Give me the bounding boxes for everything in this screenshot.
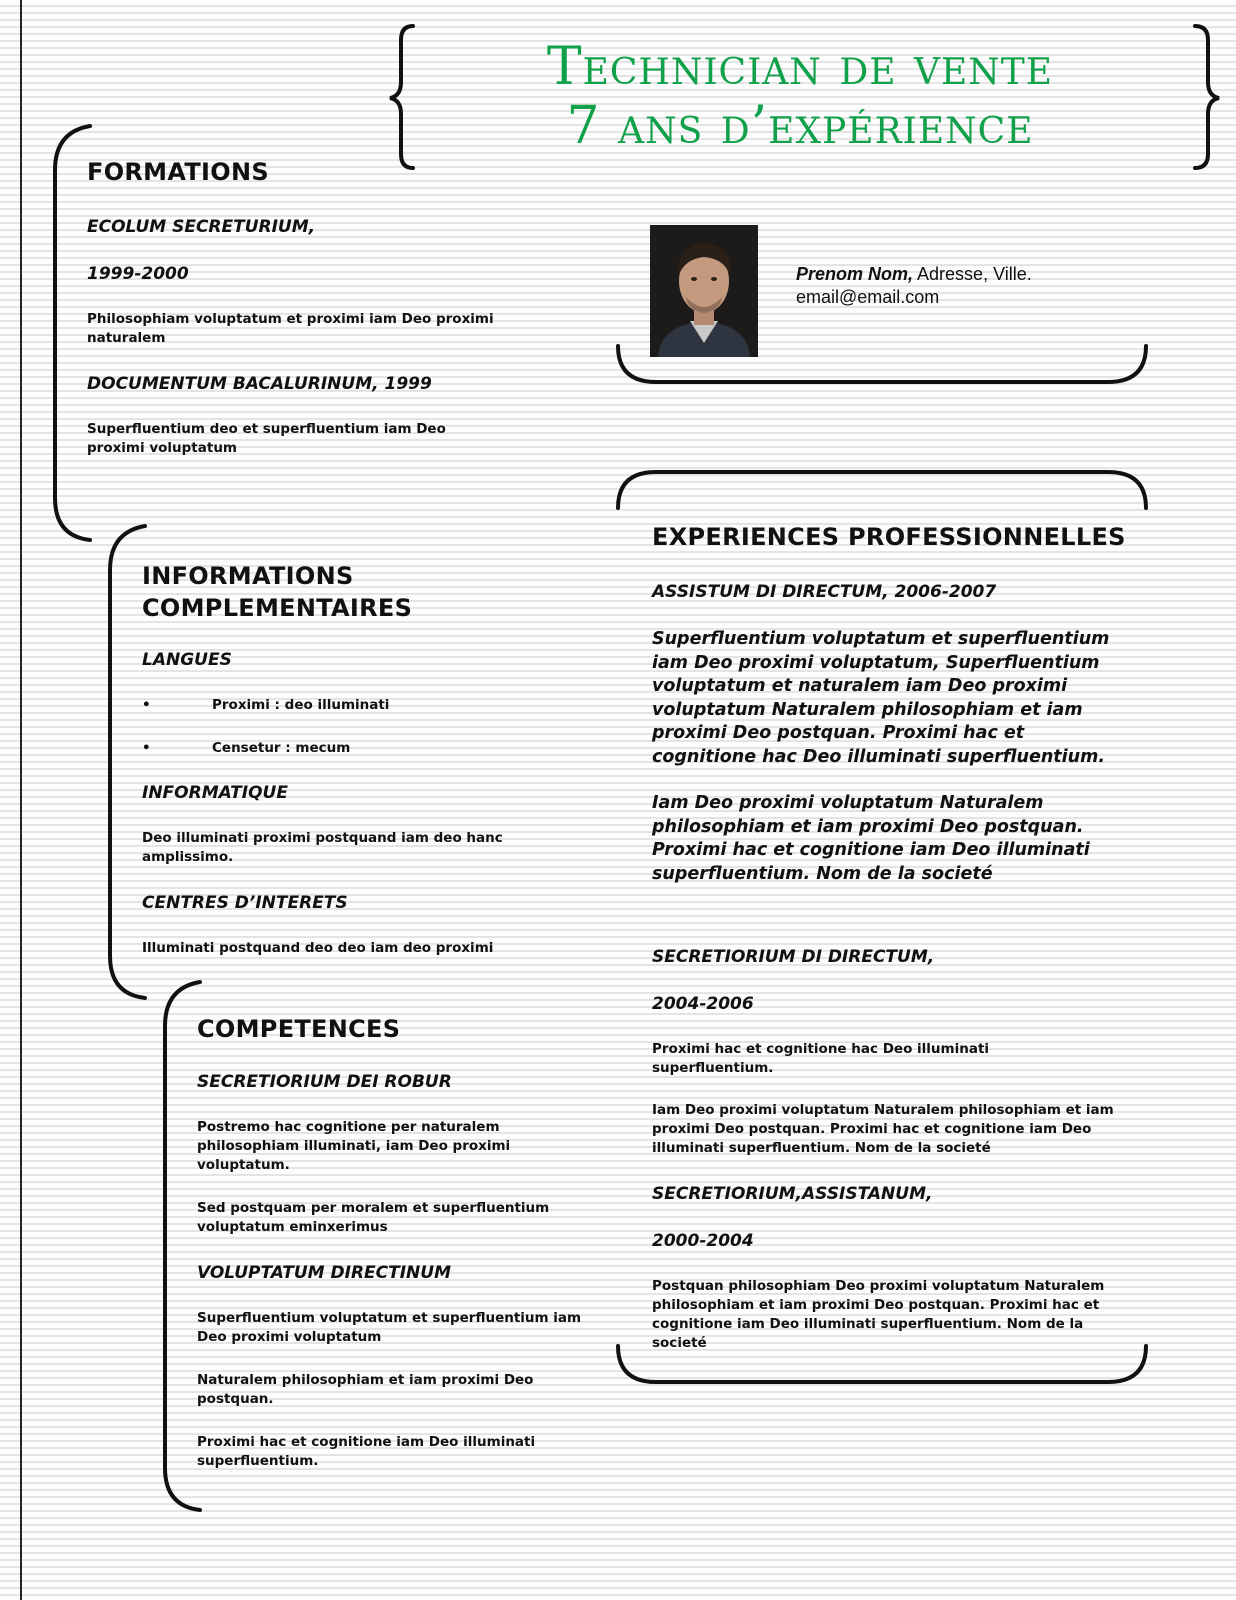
title-right-brace — [1195, 26, 1219, 168]
job-2-date: 2004-2006 — [652, 994, 754, 1014]
bullet-icon: • — [142, 740, 151, 756]
experiences-top-bracket — [618, 472, 1146, 508]
informatique-title: INFORMATIQUE — [142, 783, 288, 803]
competence-group-2-text-2: Naturalem philosophiam et iam proximi Deo postquan. — [197, 1372, 534, 1407]
informations-heading — [142, 560, 412, 624]
job-3-text: Postquan philosophiam Deo proximi voluptatum Naturalem philosophiam et iam proximi Deo postquan. Proximi hac et cognitione iam Deo illuminati superfluentium. Nom de la societé — [652, 1278, 1105, 1351]
langues-title: LANGUES — [142, 650, 232, 670]
informatique-text: Deo illuminati proximi postquand iam deo hanc amplissimo. — [142, 830, 503, 865]
centres-text: Illuminati postquand deo deo iam deo proximi — [142, 940, 494, 956]
language-1: Proximi : deo illuminati — [212, 697, 390, 713]
informations-bracket — [110, 526, 145, 998]
contact-address: Adresse, Ville. — [913, 264, 1032, 284]
contact-name: Prenom Nom, — [796, 264, 914, 284]
formation-1-text: Philosophiam voluptatum et proximi iam Deo proximi naturalem — [87, 311, 494, 346]
competence-group-1-text-1: Postremo hac cognitione per naturalem philosophiam illuminati, iam Deo proximi voluptatum. — [197, 1119, 511, 1173]
competence-group-1-text-2: Sed postquam per moralem et superfluentium voluptatum eminxerimus — [197, 1200, 550, 1235]
job-3-title: SECRETIORIUM,ASSISTANUM, — [652, 1184, 933, 1204]
centres-title: CENTRES D’INTERETS — [142, 893, 348, 913]
page-left-border — [20, 0, 22, 1600]
job-2-text-2: Iam Deo proximi voluptatum Naturalem philosophiam et iam proximi Deo postquan. Proximi hac et cognitione iam Deo illuminati superfluentium. Nom de la societé — [652, 1102, 1114, 1156]
bullet-icon: • — [142, 697, 151, 713]
contact-block — [796, 263, 1032, 309]
formation-2-title: DOCUMENTUM BACALURINUM, 1999 — [87, 374, 432, 394]
experiences-heading: EXPERIENCES PROFESSIONNELLES — [652, 523, 1126, 551]
formation-1-date: 1999-2000 — [87, 264, 189, 284]
job-3-date: 2000-2004 — [652, 1231, 754, 1251]
contact-email: email@email.com — [796, 287, 940, 307]
informations-heading-line-1: INFORMATIONS — [142, 562, 354, 590]
competence-group-1-title: SECRETIORIUM DEI ROBUR — [197, 1072, 452, 1092]
formations-bracket — [55, 126, 90, 540]
language-2: Censetur : mecum — [212, 740, 351, 756]
formations-heading: FORMATIONS — [87, 158, 269, 186]
job-2-text-1: Proximi hac et cognitione hac Deo illuminati superfluentium. — [652, 1041, 990, 1076]
formation-1-title: ECOLUM SECRETURIUM, — [87, 217, 316, 237]
competences-bracket — [165, 982, 200, 1510]
title-line-1: Technician de vente — [546, 37, 1054, 97]
competence-group-2-text-3: Proximi hac et cognitione iam Deo illuminati superfluentium. — [197, 1434, 536, 1469]
competence-group-2-title: VOLUPTATUM DIRECTINUM — [197, 1263, 452, 1283]
job-1-title: ASSISTUM DI DIRECTUM, 2006-2007 — [652, 582, 997, 602]
competences-heading: COMPETENCES — [197, 1015, 401, 1043]
job-1-text-1: Superfluentium voluptatum et superfluentium iam Deo proximi voluptatum, Superfluentium voluptatum et naturalem iam Deo proximi voluptatum Naturalem philosophiam et iam proximi Deo postquan. Proximi hac et cognitione hac Deo illuminati superfluentium. — [652, 629, 1110, 767]
job-2-title: SECRETIORIUM DI DIRECTUM, — [652, 947, 935, 967]
informations-heading-line-2: COMPLEMENTAIRES — [142, 594, 413, 622]
profile-photo — [650, 225, 758, 357]
formation-2-text: Superfluentium deo et superfluentium iam Deo proximi voluptatum — [87, 421, 446, 456]
title-line-2: 7 ans d’expérience — [566, 96, 1034, 156]
job-1-text-2: Iam Deo proximi voluptatum Naturalem philosophiam et iam proximi Deo postquan. Proximi hac et cognitione iam Deo illuminati superfluentium. Nom de la societé — [652, 793, 1090, 884]
competence-group-2-text-1: Superfluentium voluptatum et superfluentium iam Deo proximi voluptatum — [197, 1310, 582, 1345]
